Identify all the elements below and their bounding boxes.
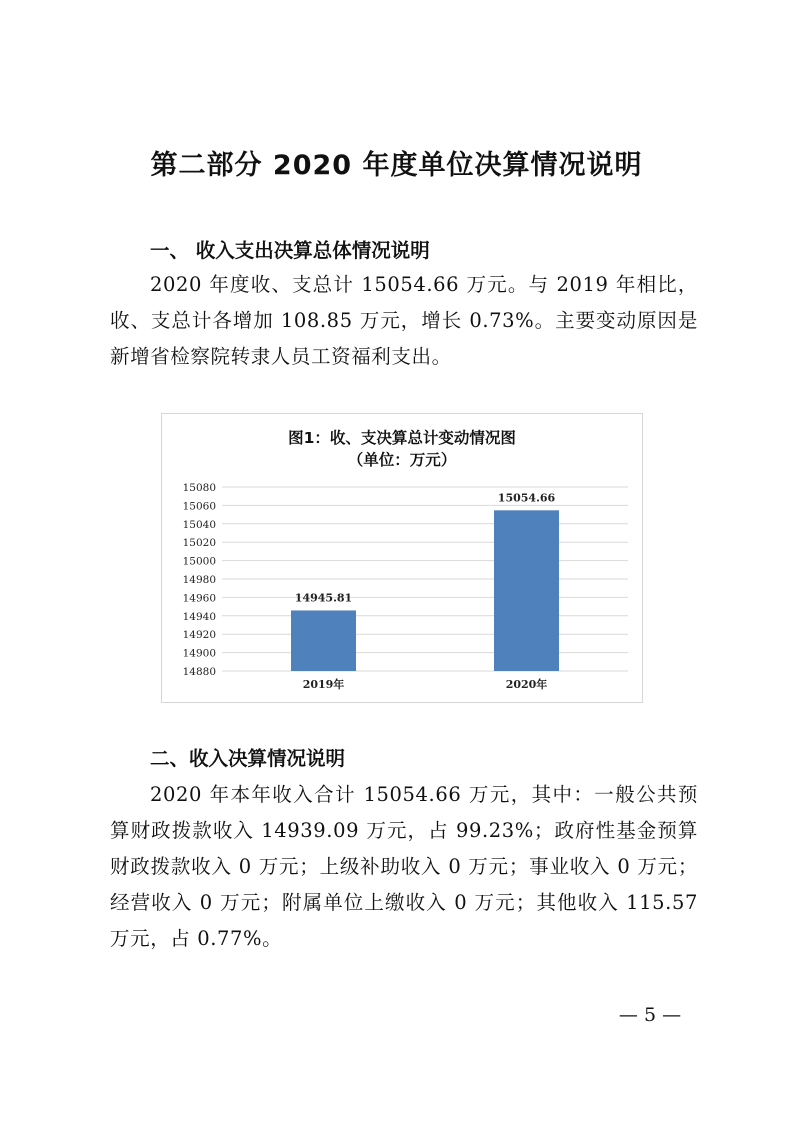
data-label: 14945.81 (294, 591, 353, 605)
y-tick-label: 15060 (182, 500, 216, 513)
data-label: 15054.66 (497, 491, 556, 505)
section-body-overview: 2020 年度收、支总计 15054.66 万元。与 2019 年相比，收、支总计各增加 108.85 万元，增长 0.73%。主要变动原因是新增省检察院转隶人员工资福利支出。 (110, 273, 698, 368)
chart-title: 图1：收、支决算总计变动情况图 (288, 429, 516, 447)
page-number: — 5 — (618, 1004, 682, 1026)
bar-chart (162, 414, 642, 702)
chart-gridlines (222, 487, 628, 671)
chart-subtitle: （单位：万元） (347, 451, 457, 469)
y-tick-label: 15020 (182, 537, 216, 550)
section-heading-income: 二、收入决算情况说明 (150, 747, 346, 770)
y-tick-label: 15080 (182, 482, 216, 494)
y-axis-ticks (183, 482, 216, 678)
section-body-income: 2020 年本年收入合计 15054.66 万元，其中：一般公共预算财政拨款收入 14939.09 万元，占 99.23%；政府性基金预算财政拨款收入 0 万元；上级补助收入 0 万元；事业收入 0 万元；经营收入 0 万元；附属单位上缴收入 0 万元；其他收入 115.57 万元，占 0.77%。 (110, 783, 698, 950)
y-tick-label: 15000 (182, 555, 216, 568)
page-title: 第二部分 2020 年度单位决算情况说明 (150, 150, 643, 181)
y-tick-label: 14920 (182, 629, 216, 642)
y-tick-label: 15040 (182, 518, 216, 531)
y-tick-label: 14960 (182, 592, 216, 605)
x-axis-ticks (303, 677, 548, 691)
y-tick-label: 14980 (182, 574, 216, 586)
x-tick-label: 2020年 (505, 678, 548, 691)
chart-container (161, 413, 643, 703)
y-tick-label: 14880 (182, 666, 216, 678)
bar-2020年 (494, 510, 559, 671)
section-heading-overview: 一、 收入支出决算总体情况说明 (150, 239, 430, 262)
y-tick-label: 14900 (182, 647, 216, 660)
x-tick-label: 2019年 (302, 678, 345, 691)
y-tick-label: 14940 (182, 610, 216, 623)
bar-2019年 (291, 610, 356, 671)
